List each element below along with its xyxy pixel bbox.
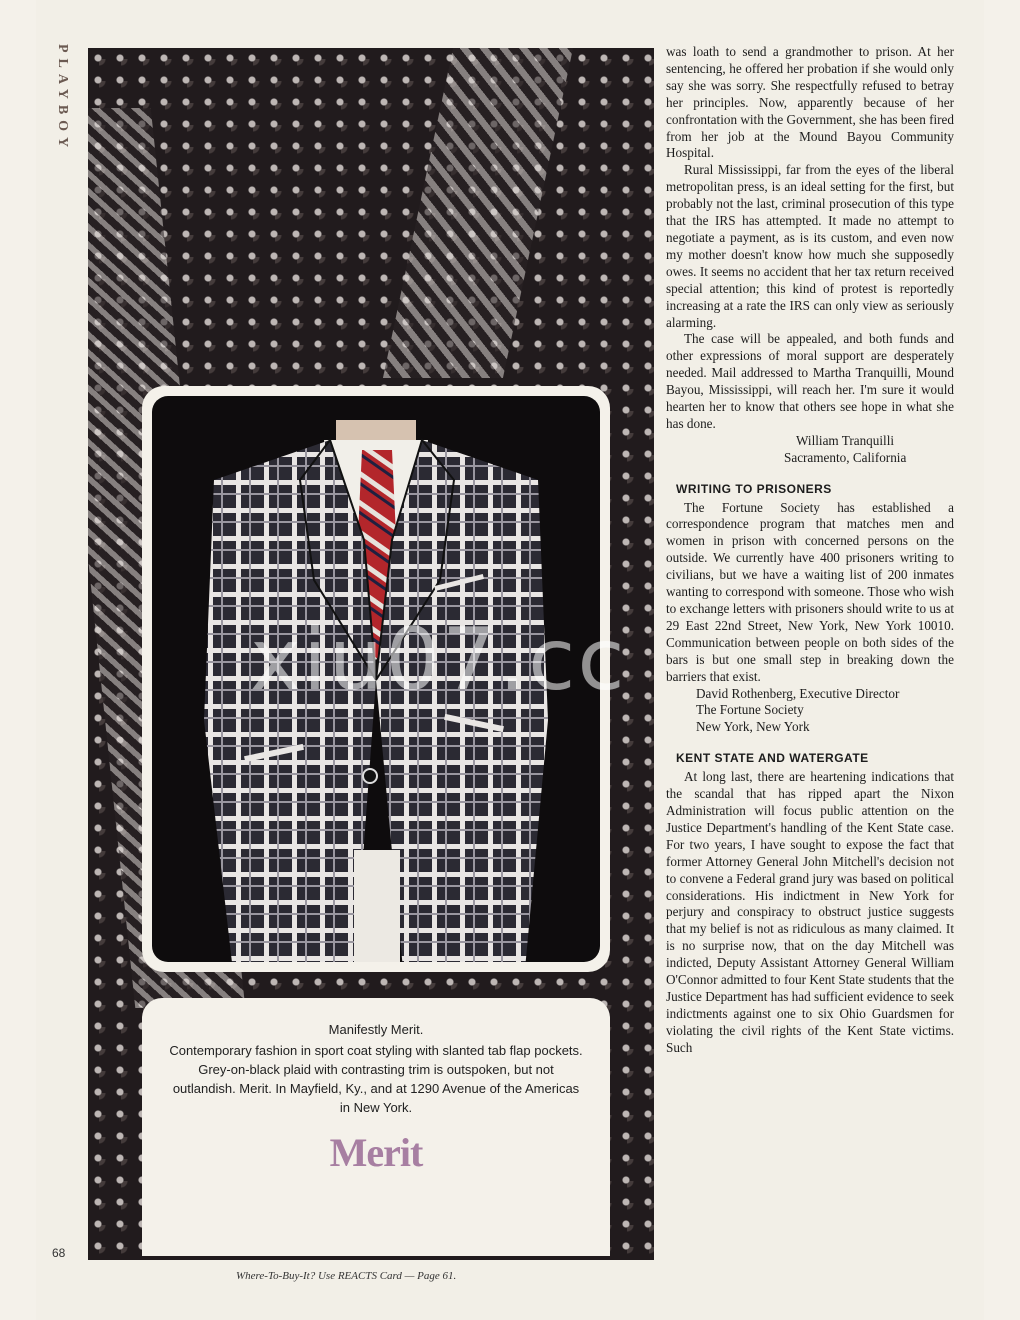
paragraph: Rural Mississippi, far from the eyes of the liberal metropolitan press, is an ideal setting for the first, but probably not the last, criminal prosecution of this type that the IRS has attempted. It made no attempt to negotiate a payment, as is its custom, and even now my mother doesn't know how much she supposedly owes. It seems no accident that her tax return received special attention; this kind of protest is reportedly increasing at a rate the IRS can only view as seriously alarming. [666,162,954,330]
signature-name: William Tranquilli [796,432,895,448]
section-heading: KENT STATE AND WATERGATE [676,751,869,766]
ad-copy-box [142,998,610,1256]
page-number: 68 [52,1246,66,1260]
letters-column [666,44,954,1057]
sport-coat-illustration [204,420,548,962]
advertisement [88,48,654,1260]
masthead: PLAYBOY [55,44,70,154]
paragraph: The Fortune Society has established a correspondence program that matches men and women in prison with concerned persons on the outside. We currently have 400 prisoners writing to civilians, but we have a waiting list of 200 inmates wanting to correspond with someone. Those who wish to exchange letters with prisoners should write to us at 29 East 22nd Street, New York, New York 10010. Communication between people on both sides of the bars is but one small step in breaking down the barriers that exist. [666,499,954,684]
section-heading: WRITING TO PRISONERS [676,481,832,496]
product-photo [152,396,600,962]
paragraph: At long last, there are heartening indications that the scandal that has ripped apart the Nixon Administration will focus public attention on the Justice Department's handling of the Kent State case. For two years, I have sought to expose the fact that former Attorney General John Mitchell's decision not to convene a Federal grand jury was based on political considerations. His indictment in New York for perjury and conspiracy to obstruct justice suggests that my belief is not as ridiculous as many claimed. It is no surprise now, that on the day Mitchell was indicted, Deputy Assistant Attorney General William O'Connor admitted to four Kent State students that the Justice Department has had sufficient evidence to seek indictments against one to six Ohio Guardsmen for violating the civil rights of the Kent State victims. Such [666,769,954,1055]
paragraph: The case will be appealed, and both funds and other expressions of moral support are desperately needed. Mail addressed to Martha Tranquilli, Mound Bayou, Mississippi, will reach her. I'm sure it would hearten her to know that others see hope in what she has done. [666,331,954,431]
signature-name: David Rothenberg, Executive Director [696,685,900,701]
footer-note: Where-To-Buy-It? Use REACTS Card — Page 61. [236,1270,457,1282]
ad-body: Contemporary fashion in sport coat styling with slanted tab flap pockets. Grey-on-black plaid with contrasting trim is outspoken, but not outlandish. Merit. In Mayfield, Ky., and at 1290 Avenue of the Americas in New York. [169,1043,583,1115]
ad-headline: Manifestly Merit. [328,1022,424,1037]
signature-place: New York, New York [696,719,810,735]
product-photo-frame [142,386,610,972]
paragraph: was loath to send a grandmother to prison. At her sentencing, he offered her probation if she would only say she was sorry. She respectfully refused to betray her principles. Now, apparently because of her confrontation with the Government, she has been fired from her job at the Mound Bayou Community Hospital. [666,44,954,161]
watermark: xiu07.cc [250,610,627,710]
signature-org: The Fortune Society [696,702,804,718]
signature-place: Sacramento, California [784,449,907,465]
merit-logo: Merit [329,1130,423,1175]
